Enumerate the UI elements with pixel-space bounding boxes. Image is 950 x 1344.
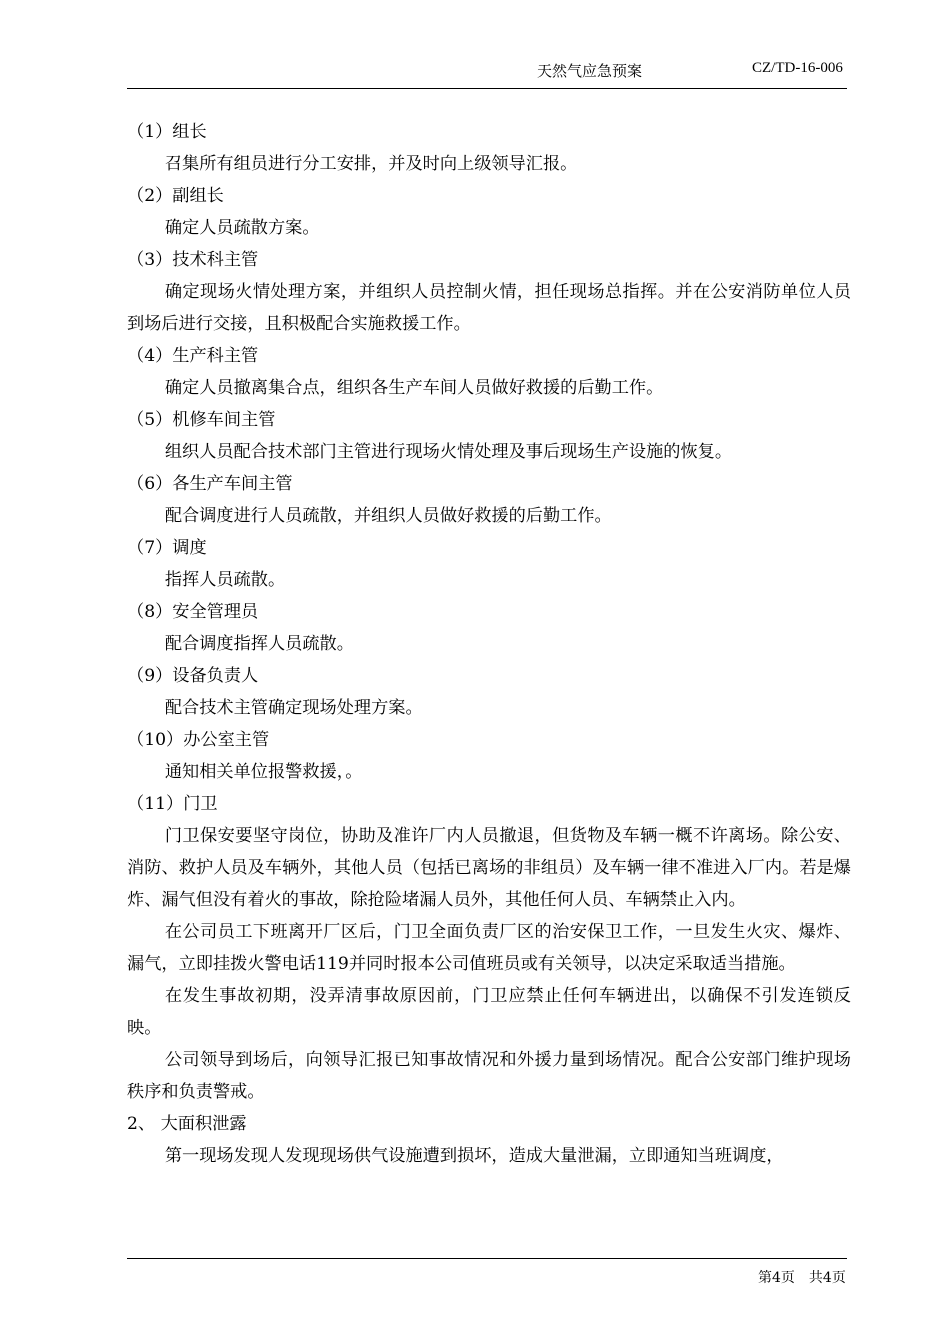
item-heading: （10）办公室主管 (127, 730, 270, 750)
item-heading: （5）机修车间主管 (127, 410, 276, 430)
item-text: 组织人员配合技术部门主管进行现场火情处理及事后现场生产设施的恢复。 (164, 442, 733, 462)
item-text: 通知相关单位报警救援，。 (164, 762, 363, 782)
item-text: 确定人员撤离集合点，组织各生产车间人员做好救援的后勤工作。 (164, 378, 664, 398)
item-heading: （3）技术科主管 (127, 250, 259, 270)
item-text: 第一现场发现人发现现场供气设施遭到损坏，造成大量泄漏，立即通知当班调度， (164, 1146, 784, 1166)
item-text: 配合调度指挥人员疏散。 (164, 634, 354, 654)
item-text: 门卫保安要坚守岗位，协助及准许厂内人员撤退，但货物及车辆一概不许离场。除公安、消防、救护人员及车辆外，其他人员（包括已离场的非组员）及车辆一律不准进入厂内。若是爆炸、漏气但没有着火的事故，除抢险堵漏人员外，其他任何人员、车辆禁止入内。 (127, 826, 851, 910)
item-heading: （7）调度 (127, 538, 207, 558)
header-doc-code: CZ/TD-16-006 (752, 60, 843, 76)
document-body (127, 116, 851, 1172)
item-text: 在公司员工下班离开厂区后，门卫全面负责厂区的治安保卫工作，一旦发生火灾、爆炸、漏气，立即挂拨火警电话119并同时报本公司值班员或有关领导，以决定采取适当措施。 (127, 922, 851, 974)
item-heading: （1）组长 (127, 122, 207, 142)
item-text: 在发生事故初期，没弄清事故原因前，门卫应禁止任何车辆进出，以确保不引发连锁反映。 (127, 986, 851, 1038)
item-heading: （6）各生产车间主管 (127, 474, 293, 494)
section-heading: 2、 大面积泄露 (127, 1114, 247, 1134)
header-title: 天然气应急预案 (537, 62, 643, 80)
header-rule (127, 88, 847, 89)
item-text: 配合技术主管确定现场处理方案。 (164, 698, 423, 718)
page-number: 第4页 共4页 (758, 1270, 846, 1286)
item-heading: （11）门卫 (127, 794, 218, 814)
item-heading: （8）安全管理员 (127, 602, 259, 622)
item-text: 确定人员疏散方案。 (164, 218, 320, 238)
item-text: 指挥人员疏散。 (164, 570, 286, 590)
item-text: 配合调度进行人员疏散，并组织人员做好救援的后勤工作。 (164, 506, 612, 526)
footer-rule (127, 1258, 847, 1259)
item-text: 公司领导到场后，向领导汇报已知事故情况和外援力量到场情况。配合公安部门维护现场秩序和负责警戒。 (127, 1050, 851, 1102)
item-heading: （9）设备负责人 (127, 666, 259, 686)
item-heading: （4）生产科主管 (127, 346, 259, 366)
item-heading: （2）副组长 (127, 186, 224, 206)
item-text: 召集所有组员进行分工安排，并及时向上级领导汇报。 (164, 154, 578, 174)
item-text: 确定现场火情处理方案，并组织人员控制火情，担任现场总指挥。并在公安消防单位人员到场后进行交接，且积极配合实施救援工作。 (127, 282, 851, 334)
